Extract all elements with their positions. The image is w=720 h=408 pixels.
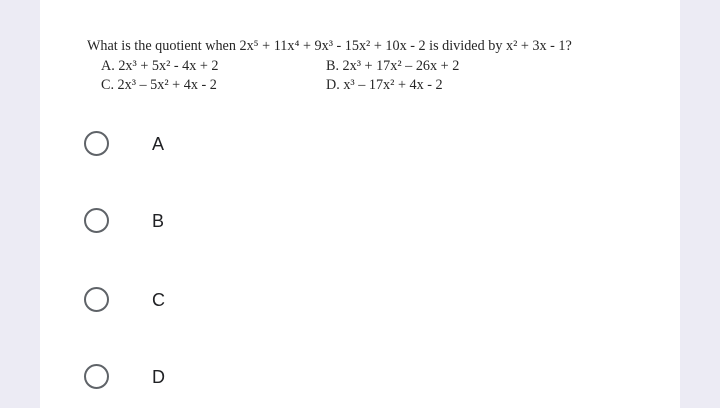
- choice-text-c: C. 2x³ – 5x² + 4x - 2: [101, 77, 217, 93]
- option-label-b: B: [152, 211, 165, 231]
- question-text: What is the quotient when 2x⁵ + 11x⁴ + 9x³ - 15x² + 10x - 2 is divided by x² + 3x - 1?: [87, 38, 572, 54]
- choice-text-d: D. x³ – 17x² + 4x - 2: [326, 77, 443, 93]
- radio-button-c[interactable]: [84, 287, 109, 312]
- choice-text-a: A. 2x³ + 5x² - 4x + 2: [101, 58, 219, 74]
- option-c[interactable]: [84, 287, 244, 323]
- radio-button-d[interactable]: [84, 364, 109, 389]
- choice-text-b: B. 2x³ + 17x² – 26x + 2: [326, 58, 460, 74]
- option-d[interactable]: [84, 364, 244, 400]
- radio-button-b[interactable]: [84, 208, 109, 233]
- option-b[interactable]: [84, 208, 244, 244]
- option-label-a: A: [152, 134, 165, 154]
- option-label-d: D: [152, 367, 165, 387]
- option-a[interactable]: [84, 131, 244, 167]
- radio-button-a[interactable]: [84, 131, 109, 156]
- question-card: [40, 0, 680, 408]
- option-label-c: C: [152, 290, 165, 310]
